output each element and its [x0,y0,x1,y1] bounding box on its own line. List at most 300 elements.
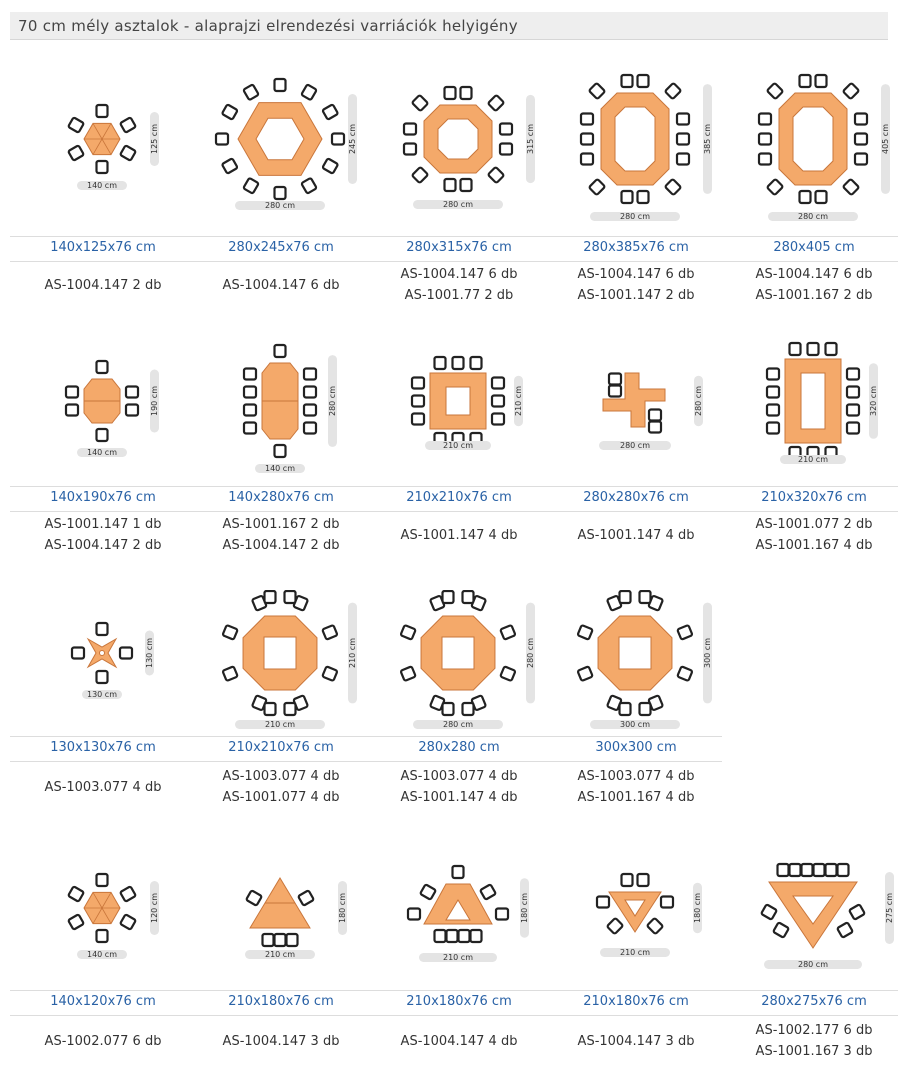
depth-label: 190 cm [150,385,159,417]
chair-icon [66,405,78,416]
product-codes [14,1031,192,1052]
depth-dimension [526,95,535,183]
depth-label: 405 cm [881,123,890,155]
table-plan [244,345,316,457]
width-dimension [235,201,325,210]
chair-icon [304,423,316,434]
floor-plan-drawing [370,848,548,984]
chair-icon [802,864,813,876]
chair-icon [412,414,424,425]
chair-icon [661,897,673,908]
chair-icon [304,405,316,416]
chair-icon [304,387,316,398]
depth-label: 180 cm [338,892,347,924]
chair-icon [597,897,609,908]
chair-icon [420,884,436,900]
table-plan [72,623,132,683]
depth-label: 300 cm [703,637,712,669]
chair-icon [443,591,454,603]
product-code-line: AS-1004.147 3 db [222,1034,340,1049]
chair-icon [665,179,681,195]
depth-label: 385 cm [703,123,712,155]
floor-plan-drawing [192,335,370,483]
depth-label: 275 cm [885,892,894,924]
chair-icon [816,191,827,203]
chair-icon [287,934,298,946]
width-label: 140 cm [86,181,118,190]
layout-cell-plan [547,590,725,732]
chair-icon [246,890,262,906]
floor-plan-drawing [725,62,903,232]
floor-plan-drawing [547,590,725,732]
width-dimension [599,441,671,450]
product-codes [725,264,903,306]
chair-icon [759,134,771,145]
chair-icon [488,167,504,183]
product-code-line: AS-1002.077 6 db [44,1034,162,1049]
chair-icon [609,374,621,385]
product-code-line: AS-1004.147 2 db [44,538,162,553]
layout-cell-plan [192,335,370,483]
table-dimensions: 140x280x76 cm [228,490,334,505]
chair-icon [68,117,84,133]
chair-icon [847,369,859,380]
layout-cell-plan [725,335,903,483]
width-dimension [235,720,325,729]
chair-icon [301,178,317,194]
table-dimensions: 280x275x76 cm [761,994,867,1009]
chair-icon [480,884,496,900]
width-label: 280 cm [619,212,651,221]
chair-icon [243,178,259,194]
table-dimensions: 280x280x76 cm [583,490,689,505]
layout-cell-plan [14,848,192,984]
depth-dimension [885,872,894,944]
chair-icon [244,423,256,434]
chair-icon [275,187,286,199]
chair-icon [581,134,593,145]
width-dimension [245,950,315,959]
chair-icon [126,387,138,398]
table-dimensions: 280x245x76 cm [228,240,334,255]
chair-icon [826,343,837,355]
depth-dimension [869,363,878,439]
chair-icon [500,124,512,135]
chair-icon [97,623,108,635]
product-code-line: AS-1004.147 6 db [222,278,340,293]
chair-icon [263,934,274,946]
product-codes [547,525,725,546]
product-codes [14,275,192,296]
depth-label: 245 cm [348,123,357,155]
chair-icon [97,105,108,117]
depth-dimension [693,883,702,933]
chair-icon [500,666,515,681]
chair-icon [72,648,84,659]
chair-icon [589,179,605,195]
width-dimension [590,212,680,221]
width-label: 140 cm [264,464,296,473]
chair-icon [120,117,136,133]
product-code-line: AS-1001.77 2 db [404,288,514,303]
table-dimensions: 210x180x76 cm [406,994,512,1009]
table-plan [404,87,512,191]
chair-icon [447,930,458,942]
width-dimension [77,448,127,457]
layout-cell-plan [370,335,548,483]
product-code-line: AS-1001.167 4 db [755,538,873,553]
chair-icon [404,124,416,135]
width-dimension [77,950,127,959]
chair-icon [677,114,689,125]
depth-label: 125 cm [150,123,159,155]
chair-icon [761,904,777,920]
table-plan [597,874,673,934]
chair-icon [68,145,84,161]
chair-icon [408,909,420,920]
chair-icon [500,625,515,640]
depth-label: 180 cm [520,892,529,924]
depth-dimension [881,84,890,194]
chair-icon [496,909,508,920]
depth-dimension [703,603,712,704]
chair-icon [97,671,108,683]
width-dimension [419,953,497,962]
table-plan [767,343,859,459]
chair-icon [222,666,237,681]
chair-icon [847,423,859,434]
chair-icon [767,369,779,380]
depth-dimension [348,94,357,184]
depth-dimension [150,370,159,433]
chair-icon [640,703,651,715]
depth-dimension [150,112,159,166]
width-label: 280 cm [264,201,296,210]
floor-plan-drawing [14,62,192,232]
chair-icon [855,134,867,145]
floor-plan-drawing [192,848,370,984]
table-dimensions: 300x300 cm [595,740,677,755]
dimension-row-divider [10,236,898,262]
table-dimensions: 130x130x76 cm [50,740,156,755]
chair-icon [265,591,276,603]
product-codes [192,275,370,296]
table-plan [400,591,515,715]
product-code-line: AS-1001.147 2 db [577,288,695,303]
floor-plan-drawing [370,590,548,732]
depth-dimension [348,603,357,704]
table-dimensions: 210x320x76 cm [761,490,867,505]
width-label: 210 cm [442,441,474,450]
depth-label: 210 cm [514,385,523,417]
table-plan [412,357,504,445]
product-code-line: AS-1004.147 6 db [400,267,518,282]
chair-icon [773,922,789,938]
width-dimension [77,181,127,190]
product-code-line: AS-1003.077 4 db [222,769,340,784]
width-dimension [425,441,491,450]
product-codes [370,525,548,546]
product-codes [192,514,370,556]
chair-icon [97,429,108,441]
product-codes [192,1031,370,1052]
product-code-line: AS-1001.167 2 db [755,288,873,303]
product-code-line: AS-1001.147 4 db [400,528,518,543]
product-code-line: AS-1004.147 6 db [577,267,695,282]
dimension-row-divider [10,486,898,512]
depth-dimension [150,881,159,935]
chair-icon [412,95,428,111]
table-plan [216,79,344,199]
chair-icon [443,703,454,715]
chair-icon [767,405,779,416]
table-dimensions: 140x120x76 cm [50,994,156,1009]
width-label: 280 cm [619,441,651,450]
chair-icon [243,84,259,100]
chair-icon [435,930,446,942]
table-plan [761,864,865,948]
width-label: 210 cm [619,948,651,957]
table-plan [222,591,337,715]
product-code-line: AS-1001.147 4 db [577,528,695,543]
depth-dimension [520,878,529,937]
depth-dimension [145,631,154,676]
floor-plan-drawing [725,335,903,483]
width-label: 280 cm [797,960,829,969]
chair-icon [244,369,256,380]
chair-icon [461,179,472,191]
product-codes [14,777,192,798]
chair-icon [767,423,779,434]
chair-icon [620,591,631,603]
chair-icon [404,144,416,155]
chair-icon [677,666,692,681]
chair-icon [577,625,592,640]
chair-icon [638,874,649,886]
width-label: 210 cm [442,953,474,962]
layout-cell-plan [547,848,725,984]
chair-icon [622,191,633,203]
width-label: 280 cm [442,200,474,209]
product-code-line: AS-1004.147 2 db [222,538,340,553]
product-code-line: AS-1003.077 4 db [577,769,695,784]
chair-icon [120,145,136,161]
depth-label: 280 cm [328,385,337,417]
chair-icon [244,387,256,398]
page-title-bar [10,12,888,40]
table-plan [759,75,867,203]
chair-icon [412,396,424,407]
width-dimension [82,690,122,699]
chair-icon [126,405,138,416]
chair-icon [445,179,456,191]
depth-dimension [694,376,703,426]
layout-cell-plan [14,62,192,232]
depth-label: 280 cm [694,385,703,417]
floor-plan-drawing [14,590,192,732]
product-codes [547,1031,725,1052]
chair-icon [838,864,849,876]
chair-icon [322,666,337,681]
chair-icon [607,918,623,934]
layout-cell-plan [725,848,903,984]
product-codes [370,1031,548,1052]
table-plan [246,878,314,946]
table-dimensions: 280x385x76 cm [583,240,689,255]
chair-icon [759,154,771,165]
product-codes [547,766,725,808]
layout-cell-plan [547,62,725,232]
table-dimensions: 280x315x76 cm [406,240,512,255]
chair-icon [790,864,801,876]
depth-dimension [514,376,523,426]
product-codes [192,766,370,808]
product-codes [725,1020,903,1062]
width-label: 300 cm [619,720,651,729]
chair-icon [649,422,661,433]
floor-plan-drawing [725,848,903,984]
chair-icon [222,625,237,640]
chair-icon [461,87,472,99]
width-label: 210 cm [264,950,296,959]
chair-icon [492,414,504,425]
chair-icon [471,357,482,369]
product-codes [547,264,725,306]
product-code-line: AS-1001.167 3 db [755,1044,873,1059]
chair-icon [847,387,859,398]
floor-plan-drawing [547,848,725,984]
chair-icon [435,357,446,369]
product-code-line: AS-1003.077 4 db [400,769,518,784]
width-dimension [780,455,846,464]
table-dimensions: 210x180x76 cm [228,994,334,1009]
chair-icon [500,144,512,155]
depth-dimension [338,881,347,935]
chair-icon [68,914,84,930]
product-code-line: AS-1004.147 2 db [44,278,162,293]
chair-icon [622,874,633,886]
chair-icon [767,387,779,398]
product-code-line: AS-1004.147 6 db [755,267,873,282]
layout-cell-plan [370,62,548,232]
width-dimension [600,948,670,957]
width-label: 210 cm [264,720,296,729]
chair-icon [492,378,504,389]
chair-icon [301,84,317,100]
chair-icon [471,930,482,942]
chair-icon [459,930,470,942]
floor-plan-drawing [547,335,725,483]
chair-icon [843,179,859,195]
layout-cell-plan [547,335,725,483]
chair-icon [577,666,592,681]
chair-icon [412,167,428,183]
chair-icon [855,154,867,165]
chair-icon [492,396,504,407]
depth-label: 180 cm [693,892,702,924]
chair-icon [816,75,827,87]
table-plan [68,874,136,942]
width-dimension [413,720,503,729]
product-code-line: AS-1001.077 4 db [222,790,340,805]
chair-icon [609,386,621,397]
width-dimension [764,960,862,969]
table-dimensions: 280x280 cm [418,740,500,755]
layout-cell-plan [14,335,192,483]
chair-icon [445,87,456,99]
product-code-line: AS-1001.147 1 db [44,517,162,532]
chair-icon [790,343,801,355]
product-code-line: AS-1004.147 4 db [400,1034,518,1049]
chair-icon [638,191,649,203]
chair-icon [222,158,238,174]
chair-icon [66,387,78,398]
product-code-line: AS-1003.077 4 db [44,780,162,795]
floor-plan-drawing [192,62,370,232]
chair-icon [759,114,771,125]
chair-icon [68,886,84,902]
chair-icon [800,191,811,203]
chair-icon [275,345,286,357]
chair-icon [97,161,108,173]
chair-icon [244,405,256,416]
table-dimensions: 280x405 cm [773,240,855,255]
chair-icon [322,625,337,640]
chair-icon [120,648,132,659]
layout-cell-plan [370,848,548,984]
chair-icon [400,666,415,681]
chair-icon [620,703,631,715]
depth-dimension [328,355,337,447]
chair-icon [453,357,464,369]
table-plan [577,591,692,715]
chair-icon [322,158,338,174]
width-dimension [413,200,503,209]
width-dimension [255,464,305,473]
chair-icon [665,83,681,99]
product-codes [14,514,192,556]
chair-icon [826,864,837,876]
chair-icon [808,343,819,355]
product-codes [370,766,548,808]
layout-cell-plan [192,62,370,232]
layout-cell-plan [192,848,370,984]
chair-icon [463,591,474,603]
table-dimensions: 210x210x76 cm [228,740,334,755]
depth-label: 280 cm [526,637,535,669]
layout-cell-plan [192,590,370,732]
chair-icon [638,75,649,87]
chair-icon [767,83,783,99]
depth-dimension [703,84,712,194]
chair-icon [778,864,789,876]
chair-icon [265,703,276,715]
chair-icon [677,134,689,145]
chair-icon [463,703,474,715]
product-code-line: AS-1001.167 4 db [577,790,695,805]
width-dimension [768,212,858,221]
depth-label: 120 cm [150,892,159,924]
width-dimension [590,720,680,729]
chair-icon [400,625,415,640]
chair-icon [120,914,136,930]
chair-icon [814,864,825,876]
chair-icon [581,154,593,165]
table-plan [68,105,136,173]
table-dimensions: 210x180x76 cm [583,994,689,1009]
chair-icon [275,934,286,946]
dimension-row-divider [10,736,722,762]
